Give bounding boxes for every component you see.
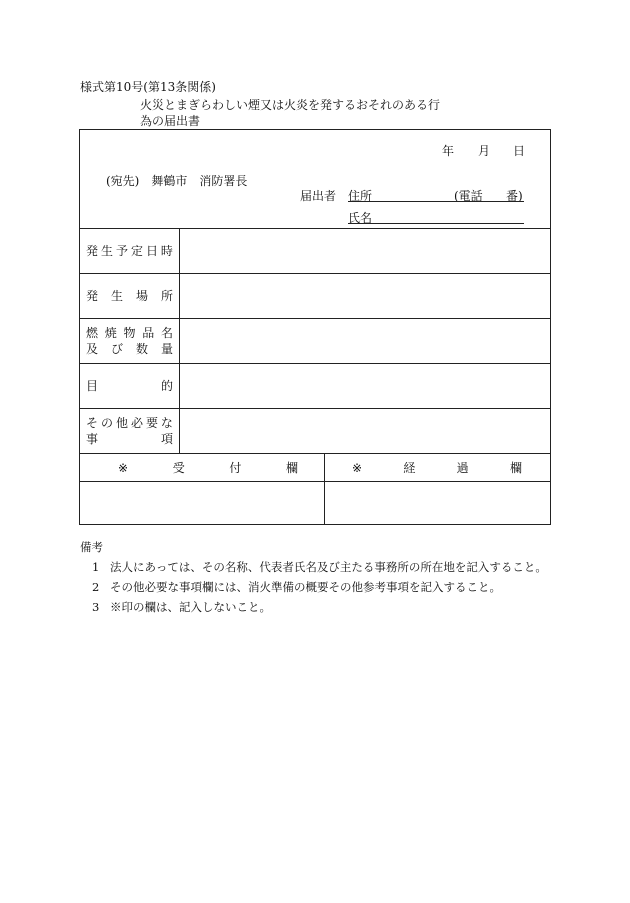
- note-text: その他必要な事項欄には、消火準備の概要その他参考事項を記入すること。: [110, 580, 501, 594]
- spread-char: 受: [172, 461, 185, 475]
- spread-char: び: [110, 342, 123, 356]
- purpose-field[interactable]: [180, 364, 551, 408]
- other-matters-field[interactable]: [180, 409, 551, 453]
- address-field-underline[interactable]: [348, 201, 524, 202]
- note-number: 3: [92, 600, 100, 614]
- row-label-line: [86, 341, 173, 357]
- address-label: 住所: [348, 189, 373, 203]
- spread-char: 物: [123, 326, 136, 340]
- spread-char: 他: [115, 416, 128, 430]
- note-number: 2: [92, 580, 100, 594]
- note-number: 1: [92, 560, 100, 574]
- row-label-scheduled-datetime: [80, 243, 179, 259]
- location-field[interactable]: [180, 274, 551, 318]
- row-label-line: [86, 431, 173, 447]
- name-label: 氏名: [348, 211, 373, 225]
- spread-char: 定: [130, 244, 143, 258]
- row-label-line: [86, 288, 173, 304]
- spread-char: 発: [86, 289, 99, 303]
- row-label-line: [86, 325, 173, 341]
- notifier-label: 届出者: [300, 189, 337, 203]
- spread-char: 欄: [509, 461, 522, 475]
- spread-char: 燃: [86, 326, 99, 340]
- addressee: (宛先) 舞鶴市 消防署長: [106, 174, 248, 188]
- spread-char: そ: [86, 416, 99, 430]
- spread-char: 過: [456, 461, 469, 475]
- scheduled-datetime-field[interactable]: [180, 229, 551, 273]
- divider: [80, 453, 550, 454]
- note-text: ※印の欄は、記入しないこと。: [110, 600, 271, 614]
- progress-field[interactable]: [325, 482, 551, 525]
- form-title-line-1: 火災とまぎらわしい煙又は火炎を発するおそれのある行: [140, 98, 441, 112]
- row-label-line: [86, 378, 173, 394]
- spread-char: 品: [142, 326, 155, 340]
- row-label-purpose: [80, 378, 179, 394]
- form-table: [79, 129, 551, 525]
- notes-section: [80, 537, 560, 617]
- row-label-other-matters: [80, 415, 179, 447]
- spread-char: 発: [86, 244, 99, 258]
- note-item: [80, 597, 560, 617]
- spread-char: 目: [86, 379, 99, 393]
- spread-char: 焼: [104, 326, 117, 340]
- note-item: [80, 577, 560, 597]
- spread-char: 名: [160, 326, 173, 340]
- burning-items-field[interactable]: [180, 319, 551, 363]
- spread-char: 量: [160, 342, 173, 356]
- date-year-label: 年: [442, 144, 455, 158]
- form-title-line-2: 為の届出書: [140, 114, 201, 128]
- spread-char: 場: [135, 289, 148, 303]
- spread-char: 生: [100, 244, 113, 258]
- spread-char: 及: [86, 342, 99, 356]
- spread-char: 的: [160, 379, 173, 393]
- spread-char: 時: [160, 244, 173, 258]
- spread-char: 事: [86, 432, 99, 446]
- row-label-line: [86, 243, 173, 259]
- reception-label: [118, 460, 298, 476]
- spread-char: な: [160, 416, 173, 430]
- spread-char: 要: [145, 416, 158, 430]
- row-label-burning-items: [80, 325, 179, 357]
- spread-char: 付: [229, 461, 242, 475]
- note-item: [80, 557, 560, 577]
- spread-char: 経: [403, 461, 416, 475]
- spread-char: ※: [118, 461, 129, 475]
- row-label-line: [86, 415, 173, 431]
- date-day-label: 日: [513, 144, 526, 158]
- spread-char: 欄: [285, 461, 298, 475]
- reception-field[interactable]: [80, 482, 324, 525]
- phone-label: (電話: [454, 189, 483, 203]
- form-number: 様式第10号(第13条関係): [80, 80, 216, 94]
- phone-suffix: 番): [506, 189, 523, 203]
- row-label-location: [80, 288, 179, 304]
- spread-char: 数: [135, 342, 148, 356]
- date-month-label: 月: [478, 144, 491, 158]
- form-title: [140, 97, 460, 129]
- spread-char: 日: [145, 244, 158, 258]
- spread-char: 生: [110, 289, 123, 303]
- name-field-underline[interactable]: [348, 223, 524, 224]
- spread-char: 予: [115, 244, 128, 258]
- note-text: 法人にあっては、その名称、代表者氏名及び主たる事務所の所在地を記入すること。: [110, 560, 547, 574]
- progress-column-header: [352, 460, 522, 476]
- spread-char: 項: [160, 432, 173, 446]
- spread-char: の: [100, 416, 113, 430]
- notes-heading: 備考: [80, 540, 103, 554]
- spread-char: 必: [130, 416, 143, 430]
- spread-char: ※: [352, 461, 363, 475]
- reception-column-header: [118, 460, 298, 476]
- spread-char: 所: [160, 289, 173, 303]
- progress-label: [352, 460, 522, 476]
